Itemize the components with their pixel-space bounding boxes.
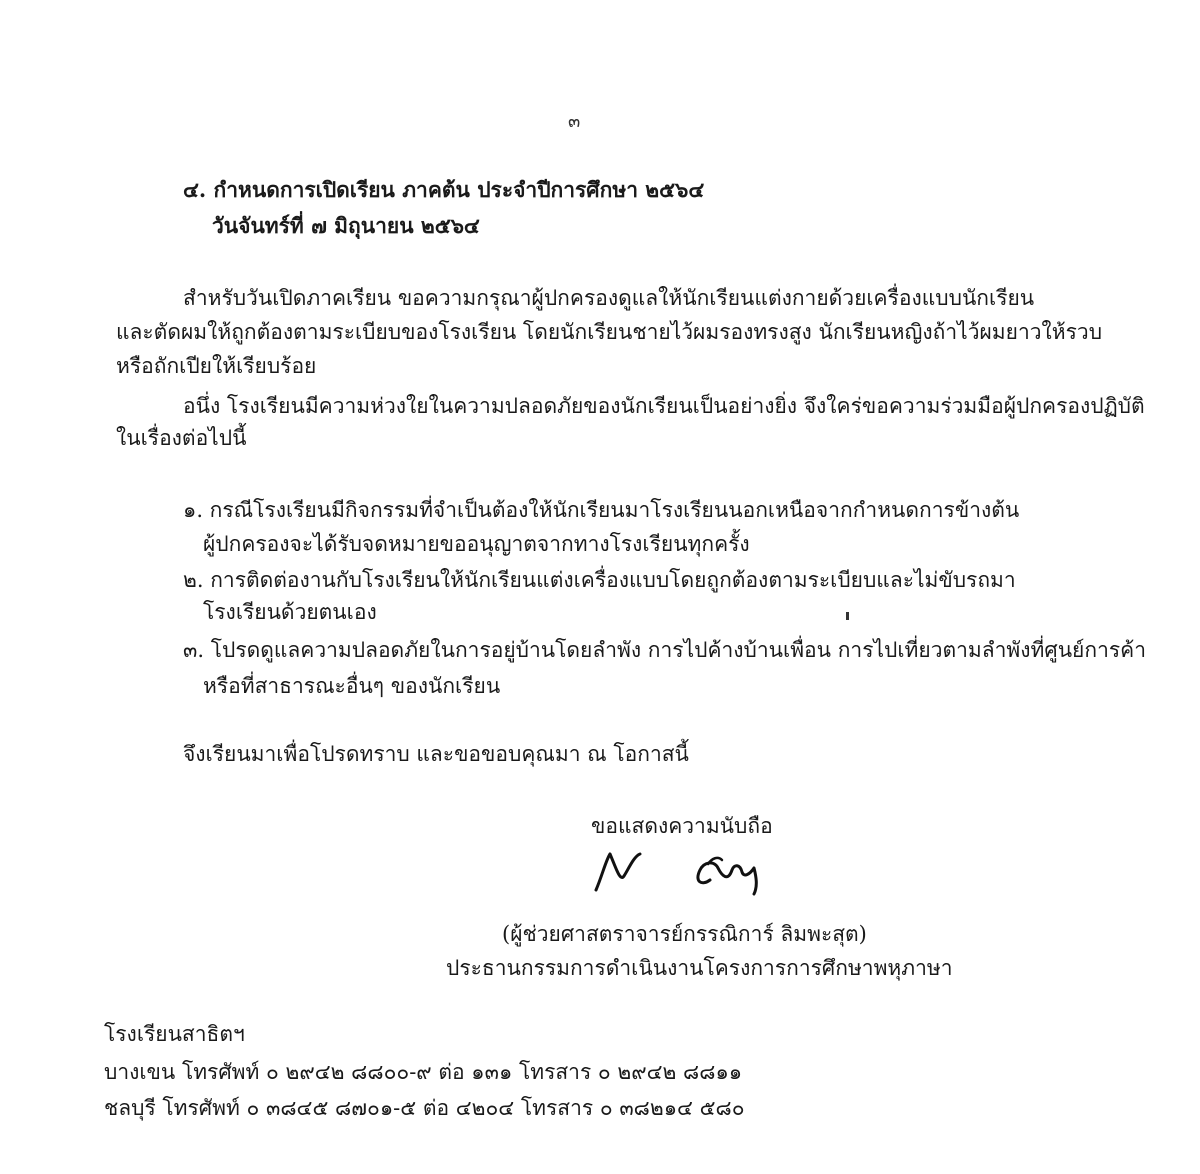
list-item-1-line-1: ๑. กรณีโรงเรียนมีกิจกรรมที่จำเป็นต้องให้นักเรียนมาโรงเรียนนอกเหนือจากกำหนดการข้างต้น [183,498,1020,522]
paragraph-2-line-1: อนึ่ง โรงเรียนมีความห่วงใยในความปลอดภัยของนักเรียนเป็นอย่างยิ่ง จึงใคร่ขอความร่วมมือผู้ปกครองปฏิบัติ [183,394,1145,418]
paragraph-2-line-2: ในเรื่องต่อไปนี้ [116,426,247,450]
list-item-1-line-2: ผู้ปกครองจะได้รับจดหมายขออนุญาตจากทางโรงเรียนทุกครั้ง [203,532,750,556]
footer-school: โรงเรียนสาธิตฯ [104,1022,245,1046]
signer-title: ประธานกรรมการดำเนินงานโครงการการศึกษาพหุภาษา [446,956,953,980]
closing-text: จึงเรียนมาเพื่อโปรดทราบ และขอขอบคุณมา ณ โอกาสนี้ [183,742,689,766]
paragraph-1-line-3: หรือถักเปียให้เรียบร้อย [116,354,317,378]
regards-text: ขอแสดงความนับถือ [591,814,773,838]
list-item-2-line-1: ๒. การติดต่องานกับโรงเรียนให้นักเรียนแต่งเครื่องแบบโดยถูกต้องตามระเบียบและไม่ขับรถมา [183,568,1016,592]
footer-line-1: บางเขน โทรศัพท์ ๐ ๒๙๔๒ ๘๘๐๐-๙ ต่อ ๑๓๑ โทรสาร ๐ ๒๙๔๒ ๘๘๑๑ [104,1060,743,1084]
stray-mark [846,612,849,620]
list-item-3-line-1: ๓. โปรดดูแลความปลอดภัยในการอยู่บ้านโดยลำพัง การไปค้างบ้านเพื่อน การไปเที่ยวตามลำพังที่ศูนย์การค้า [183,638,1146,662]
paragraph-1-line-2: และตัดผมให้ถูกต้องตามระเบียบของโรงเรียน โดยนักเรียนชายไว้ผมรองทรงสูง นักเรียนหญิงถ้าไว้ผมยาวให้รวบ [116,320,1103,344]
list-item-3-line-2: หรือที่สาธารณะอื่นๆ ของนักเรียน [203,674,501,698]
heading-line-2: วันจันทร์ที่ ๗ มิถุนายน ๒๕๖๔ [212,213,480,238]
list-item-2-line-2: โรงเรียนด้วยตนเอง [203,600,377,624]
footer-line-2: ชลบุรี โทรศัพท์ ๐ ๓๘๔๕ ๘๗๐๑-๕ ต่อ ๔๒๐๔ โทรสาร ๐ ๓๘๒๑๔ ๕๘๐ [104,1096,745,1120]
paragraph-1-line-1: สำหรับวันเปิดภาคเรียน ขอความกรุณาผู้ปกครองดูแลให้นักเรียนแต่งกายด้วยเครื่องแบบนักเรียน [183,286,1035,310]
signer-name: (ผู้ช่วยศาสตราจารย์กรรณิการ์ ลิมพะสุต) [502,922,867,946]
heading-line-1: ๔. กำหนดการเปิดเรียน ภาคต้น ประจำปีการศึกษา ๒๕๖๔ [183,177,705,202]
handwritten-signature [590,846,780,896]
page-number: ๓ [568,111,581,132]
